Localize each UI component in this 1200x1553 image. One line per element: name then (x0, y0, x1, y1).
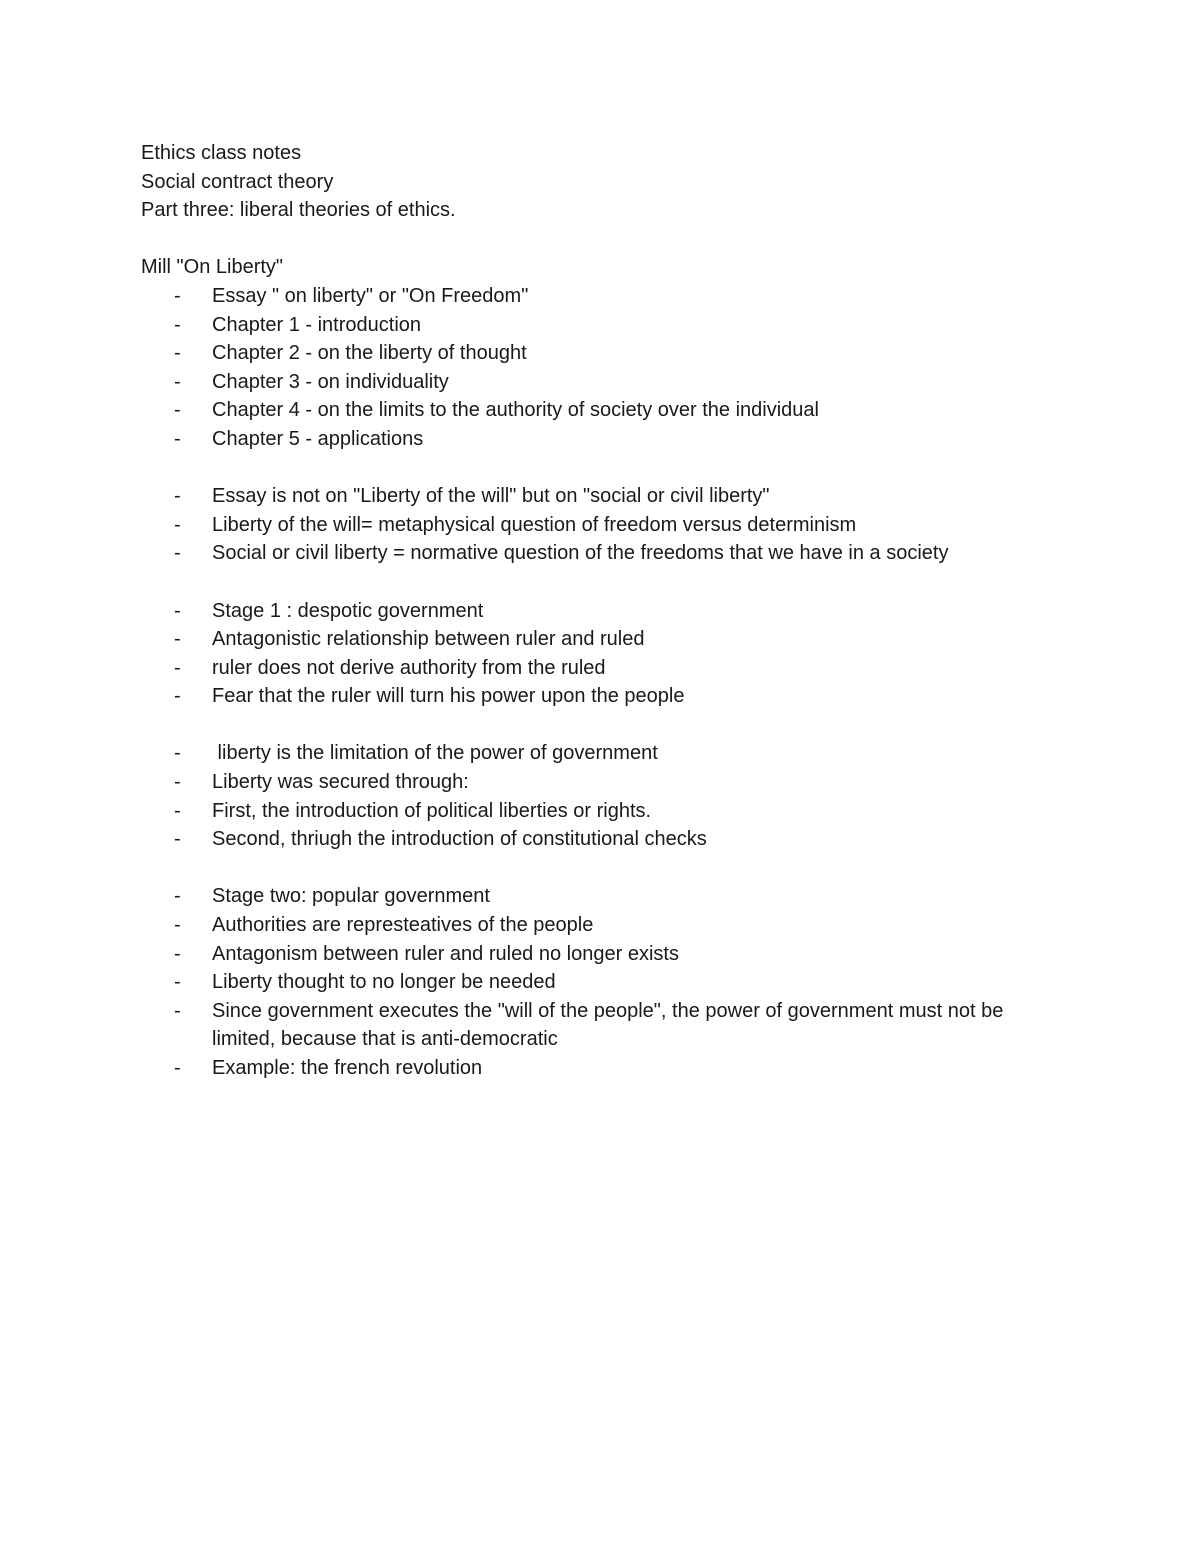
list-item (141, 682, 1061, 711)
bullet-list-stage-one (141, 597, 1061, 711)
bullet-dash: - (174, 999, 181, 1022)
bullet-dash: - (174, 399, 181, 422)
list-item-text: Chapter 1 - introduction (212, 313, 422, 336)
bullet-dash: - (174, 542, 181, 565)
bullet-dash: - (174, 628, 181, 651)
list-item (141, 911, 1061, 940)
list-item (141, 882, 1061, 911)
list-item-text: Liberty thought to no longer be needed (212, 971, 556, 994)
list-item (141, 482, 1061, 511)
list-item (141, 597, 1061, 626)
list-item-text: Stage 1 : despotic government (212, 599, 484, 622)
bullet-list-liberty-types (141, 482, 1061, 568)
bullet-dash: - (174, 284, 181, 307)
list-item-text: Authorities are represteatives of the people (212, 914, 594, 937)
bullet-dash: - (174, 742, 181, 765)
list-item-text: Liberty of the will= metaphysical question of freedom versus determinism (212, 513, 857, 536)
list-item-text: Essay is not on "Liberty of the will" but on "social or civil liberty" (212, 485, 770, 508)
doc-part-heading: Part three: liberal theories of ethics. (141, 199, 456, 222)
list-item (141, 997, 1061, 1054)
list-item-text: Chapter 5 - applications (212, 427, 424, 450)
list-item (141, 825, 1061, 854)
list-item (141, 396, 1061, 425)
bullet-dash: - (174, 599, 181, 622)
bullet-dash: - (174, 342, 181, 365)
list-item-text: Chapter 2 - on the liberty of thought (212, 342, 527, 365)
list-item (141, 625, 1061, 654)
list-item (141, 768, 1061, 797)
list-item-text: Example: the french revolution (212, 1057, 483, 1079)
document-body (141, 139, 1061, 1083)
list-item-text: Chapter 3 - on individuality (212, 370, 449, 393)
list-item-text: Antagonistic relationship between ruler and ruled (212, 628, 645, 651)
bullet-list-stage-two (141, 882, 1061, 1082)
list-item (141, 1054, 1061, 1083)
bullet-dash: - (174, 971, 181, 994)
list-item-text: Stage two: popular government (212, 885, 490, 908)
bullet-dash: - (174, 799, 181, 822)
list-item-text: Liberty was secured through: (212, 771, 469, 794)
bullet-dash: - (174, 513, 181, 536)
bullet-dash: - (174, 427, 181, 450)
bullet-dash: - (174, 771, 181, 794)
list-item-text: Social or civil liberty = normative question of the freedoms that we have in a society (212, 542, 949, 565)
list-item (141, 539, 1061, 568)
doc-subtitle: Social contract theory (141, 170, 334, 193)
list-item (141, 797, 1061, 826)
list-item (141, 282, 1061, 311)
bullet-dash: - (174, 828, 181, 851)
list-item-text: ruler does not derive authority from the ruled (212, 656, 606, 679)
bullet-dash: - (174, 942, 181, 965)
spacer (141, 568, 1061, 597)
bullet-dash: - (174, 685, 181, 708)
spacer (141, 225, 1061, 254)
list-item (141, 739, 1061, 768)
bullet-list-liberty-limits (141, 739, 1061, 853)
list-item (141, 311, 1061, 340)
bullet-dash: - (174, 914, 181, 937)
list-item (141, 968, 1061, 997)
list-item (141, 339, 1061, 368)
list-item (141, 425, 1061, 454)
list-item-text: Essay " on liberty" or "On Freedom" (212, 284, 529, 307)
section-heading: Mill "On Liberty" (141, 256, 284, 279)
list-item (141, 511, 1061, 540)
spacer (141, 711, 1061, 740)
list-item-text: Since government executes the "will of the people", the power of government must not be limited, because that is anti-democratic (212, 999, 1004, 1051)
spacer (141, 854, 1061, 883)
spacer (141, 454, 1061, 483)
list-item-text: liberty is the limitation of the power of government (212, 742, 658, 765)
list-item-text: Fear that the ruler will turn his power upon the people (212, 685, 685, 708)
list-item (141, 654, 1061, 683)
list-item-text: Second, thriugh the introduction of constitutional checks (212, 828, 707, 851)
bullet-dash: - (174, 313, 181, 336)
list-item-text: Antagonism between ruler and ruled no longer exists (212, 942, 679, 965)
list-item-text: First, the introduction of political liberties or rights. (212, 799, 652, 822)
bullet-dash: - (174, 1057, 181, 1079)
bullet-dash: - (174, 370, 181, 393)
bullet-dash: - (174, 885, 181, 908)
doc-title: Ethics class notes (141, 142, 302, 164)
bullet-list-chapters (141, 282, 1061, 454)
list-item (141, 940, 1061, 969)
bullet-dash: - (174, 485, 181, 508)
list-item-text: Chapter 4 - on the limits to the authority of society over the individual (212, 399, 819, 422)
bullet-dash: - (174, 656, 181, 679)
list-item (141, 368, 1061, 397)
